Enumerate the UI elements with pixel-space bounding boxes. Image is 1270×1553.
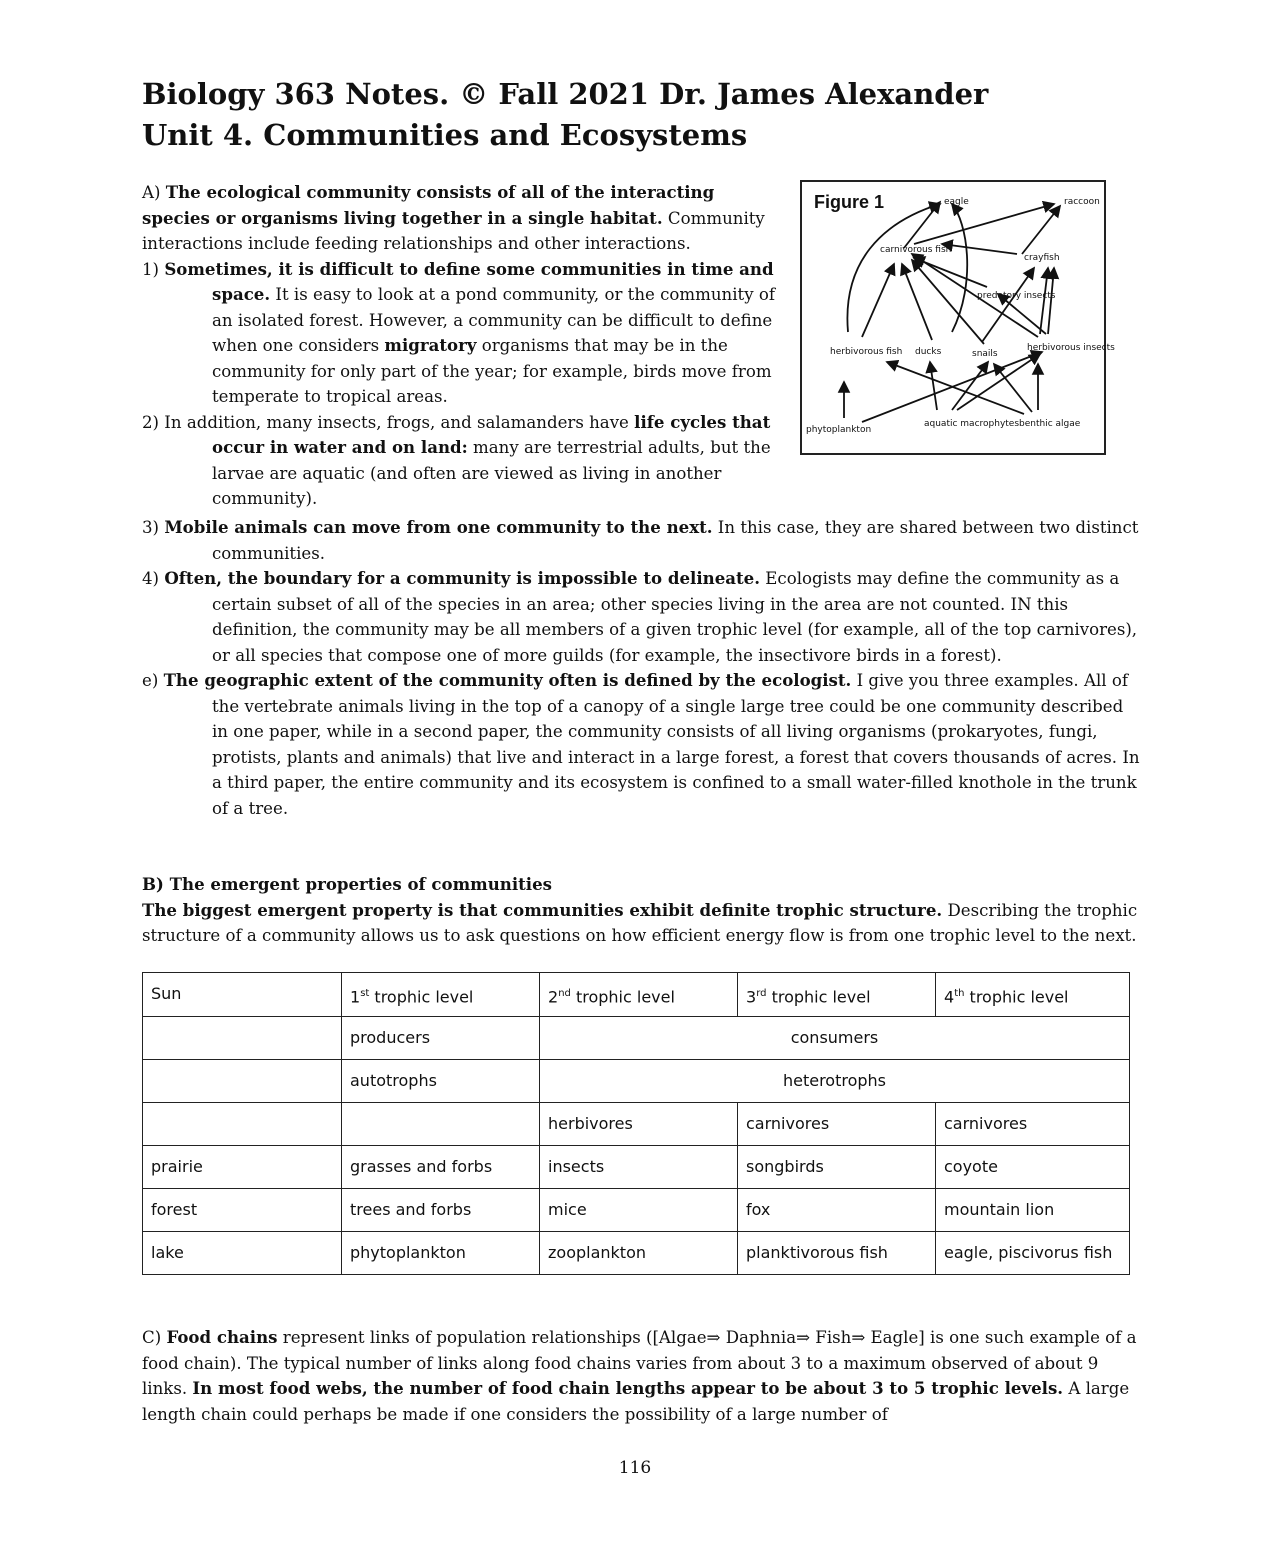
section-a-item-5: e) The geographic extent of the community often is defined by the ecologist. I give you three examples. All of the vertebrate animals living in the top of a canopy of a single large tree could be one community described in one paper, while in a second paper, the community consists of all living organisms (prokaryotes, fungi, protists, plants and animals) that live and interact in a large forest, a forest that covers thousands of acres. In a third paper, the entire community and its ecosystem is confined to a small water-filled knothole in the trunk of a tree. — [142, 670, 1140, 818]
table-cell: lake — [143, 1232, 342, 1275]
table-cell — [143, 1017, 342, 1060]
section-a-item-1: 1) Sometimes, it is difficult to define some communities in time and space. It is easy to look at a pond community, or the community of an isolated forest. However, a community can be difficult to define when one considers migratory organisms that may be in the community for only part of the year; for example, birds move from temperate to tropical areas. — [142, 258, 775, 406]
food-web-diagram — [802, 182, 1115, 453]
node-snails: snails — [972, 349, 998, 359]
table-cell: forest — [143, 1189, 342, 1232]
page-number: 116 — [618, 1458, 652, 1478]
food-web-arrows — [844, 202, 1060, 422]
node-aquatic-macrophytes: aquatic macrophytes — [924, 419, 1020, 429]
section-b — [142, 872, 1142, 949]
table-cell — [143, 1060, 342, 1103]
table-row — [143, 1017, 1130, 1060]
table-cell: zooplankton — [540, 1232, 738, 1275]
table-row — [143, 1060, 1130, 1103]
table-cell: phytoplankton — [342, 1232, 540, 1275]
node-herbivorous-fish: herbivorous fish — [830, 347, 903, 357]
table-row — [143, 1103, 1130, 1146]
table-header-cell: 4th trophic level — [936, 973, 1130, 1017]
table-cell: trees and forbs — [342, 1189, 540, 1232]
section-a — [142, 180, 782, 512]
table-cell: coyote — [936, 1146, 1130, 1189]
trophic-level-table — [142, 972, 1130, 1275]
section-a-item-4: 4) Often, the boundary for a community is impossible to delineate. Ecologists may define the community as a certain subset of all of the species in an area; other species living in the area are not counted. IN this definition, the community may be all members of a given trophic level (for example, all of the top carnivores), or all species that compose one of more guilds (for example, the insectivore birds in a forest). — [142, 568, 1138, 665]
section-a-intro: A) The ecological community consists of all of the interacting species or organisms living together in a single habitat. Community interactions include feeding relationships and other interactions. — [142, 182, 765, 253]
node-crayfish: crayfish — [1024, 253, 1060, 263]
node-predatory-insects: predatory insects — [977, 291, 1056, 301]
section-a-item-3: 3) Mobile animals can move from one community to the next. In this case, they are shared between two distinct communities. — [142, 517, 1139, 563]
table-header-row — [143, 973, 1130, 1017]
table-cell: planktivorous fish — [738, 1232, 936, 1275]
table-cell: herbivores — [540, 1103, 738, 1146]
table-header-cell: 2nd trophic level — [540, 973, 738, 1017]
node-herbivorous-insects: herbivorous insects — [1027, 343, 1115, 353]
node-raccoon: raccoon — [1064, 197, 1100, 207]
table-cell: carnivores — [738, 1103, 936, 1146]
table-header-cell: 1st trophic level — [342, 973, 540, 1017]
table-cell: grasses and forbs — [342, 1146, 540, 1189]
figure-1-food-web — [800, 180, 1115, 455]
table-row — [143, 1189, 1130, 1232]
table-cell: eagle, piscivorus fish — [936, 1232, 1130, 1275]
header-title-line-2: Unit 4. Communities and Ecosystems — [142, 118, 748, 152]
table-header-cell: 3rd trophic level — [738, 973, 936, 1017]
table-cell: prairie — [143, 1146, 342, 1189]
table-cell — [342, 1103, 540, 1146]
table-cell: mice — [540, 1189, 738, 1232]
node-benthic-algae: benthic algae — [1019, 419, 1081, 429]
figure-title: Figure 1 — [814, 192, 885, 212]
table-cell: autotrophs — [342, 1060, 540, 1103]
table-cell: fox — [738, 1189, 936, 1232]
node-ducks: ducks — [915, 347, 942, 357]
section-b-paragraph: The biggest emergent property is that communities exhibit definite trophic structure. Describing the trophic structure of a community allows us to ask questions on how efficient energy flow is from one trophic level to the next. — [142, 899, 1138, 945]
node-eagle: eagle — [944, 197, 969, 207]
table-cell: songbirds — [738, 1146, 936, 1189]
node-phytoplankton: phytoplankton — [806, 425, 872, 435]
section-c-paragraph: C) Food chains represent links of population relationships ([Algae⇒ Daphnia⇒ Fish⇒ Eagle] is one such example of a food chain). The typical number of links along food chains varies from about 3 to a maximum observed of about 9 links. In most food webs, the number of food chain lengths appear to be about 3 to 5 trophic levels. A large length chain could perhaps be made if one considers the possibility of a large number of — [142, 1327, 1137, 1424]
table-cell: mountain lion — [936, 1189, 1130, 1232]
table-cell: consumers — [540, 1017, 1130, 1060]
table-cell: carnivores — [936, 1103, 1130, 1146]
table-row — [143, 1146, 1130, 1189]
table-header-cell: Sun — [143, 973, 342, 1017]
table-cell: producers — [342, 1017, 540, 1060]
section-a-item-2: 2) In addition, many insects, frogs, and salamanders have life cycles that occur in water and on land: many are terrestrial adults, but the larvae are aquatic (and often are viewed as living in another community). — [142, 411, 771, 508]
header-title-line-1: Biology 363 Notes. © Fall 2021 Dr. James Alexander — [142, 77, 989, 111]
table-cell: heterotrophs — [540, 1060, 1130, 1103]
table-row — [143, 1232, 1130, 1275]
node-carnivorous-fish: carnivorous fish — [880, 245, 952, 255]
table-cell — [143, 1103, 342, 1146]
section-c — [142, 1325, 1142, 1427]
section-a-continued — [142, 515, 1142, 821]
section-b-heading: B) The emergent properties of communities — [142, 874, 553, 894]
table-cell: insects — [540, 1146, 738, 1189]
